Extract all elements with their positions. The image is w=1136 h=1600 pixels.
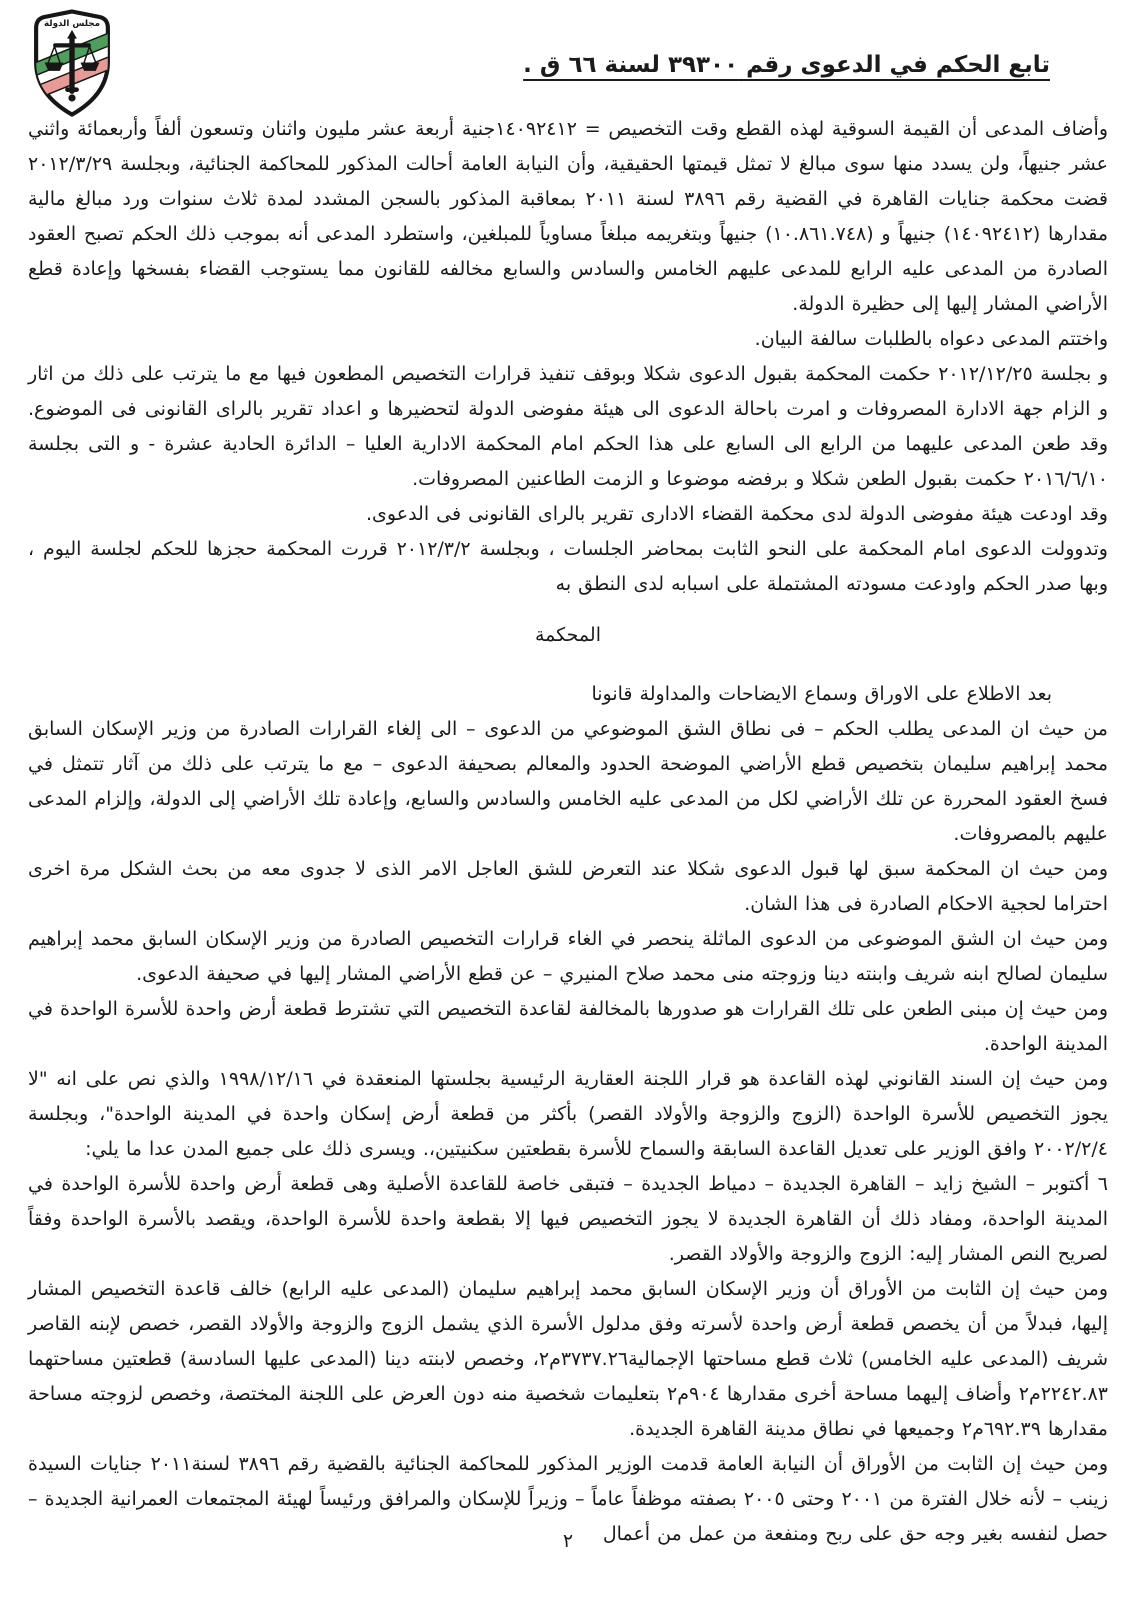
paragraph: ٦ أكتوبر – الشيخ زايد – القاهرة الجديدة – دمياط الجديدة – فتبقى خاصة للقاعدة الأصلية وهى قطعة أرض واحدة للأسرة الواحدة في المدينة الواحدة، ومفاد ذلك أن القاهرة الجديدة لا يجوز التخصيص فيها إلا بقطعة واحدة للأسرة الواحدة، ويقصد بالأسرة الواحدة وفقاً لصريح النص المشار إليه: الزوج والزوجة والأولاد القصر. xyxy=(28,1173,1108,1265)
paragraph: بعد الاطلاع على الاوراق وسماع الايضاحات والمداولة قانونا xyxy=(591,683,1052,705)
paragraph: وتدوولت الدعوى امام المحكمة على النحو الثابت بمحاضر الجلسات ، وبجلسة ٢٠١٢/٣/٢ قررت المحكمة حجزها للحكم لجلسة اليوم ، وبها صدر الحكم واودعت مسودته المشتملة على اسبابه لدى النطق به xyxy=(28,538,1108,595)
paragraph: وأضاف المدعى أن القيمة السوقية لهذه القطع وقت التخصيص = ١٤٠٩٢٤١٢جنية أربعة عشر مليون واثنان وتسعون ألفاً وأربعمائة واثني عشر جنيهاً، ولن يسدد منها سوى مبالغ لا تمثل قيمتها الحقيقية، وأن النيابة العامة أحالت المذكور للمحاكمة الجنائية، وبجلسة ٢٠١٢/٣/٢٩ قضت محكمة جنايات القاهرة في القضية رقم ٣٨٩٦ لسنة ٢٠١١ بمعاقبة المذكور بالسجن المشدد لمدة ثلاث سنوات ورد مبالغ مالية مقدارها (١٤٠٩٢٤١٢) جنيهاً و (١٠.٨٦١.٧٤٨) جنيهاً وبتغريمه مبلغاً مساوياً للمبلغين، واستطرد المدعى أنه بموجب ذلك الحكم تصبح العقود الصادرة من المدعى عليه الرابع للمدعى عليهم الخامس والسادس والسابع مخالفه للقانون مما يستوجب القضاء بفسخها وإعادة قطع الأراضي المشار إليها إلى حظيرة الدولة. xyxy=(28,118,1108,315)
state-council-emblem-icon xyxy=(26,8,118,118)
paragraph: ومن حيث إن مبنى الطعن على تلك القرارات هو صدورها بالمخالفة لقاعدة التخصيص التي تشترط قطعة أرض واحدة للأسرة الواحدة في المدينة الواحدة. xyxy=(28,998,1108,1055)
paragraph: وقد اودعت هيئة مفوضى الدولة لدى محكمة القضاء الادارى تقرير بالراى القانونى فى الدعوى. xyxy=(366,503,1108,525)
paragraph: ومن حيث ان المحكمة سبق لها قبول الدعوى شكلا عند التعرض للشق العاجل الامر الذى لا جدوى معه من بحث الشكل مرة اخرى احتراما لحجية الاحكام الصادرة فى هذا الشان. xyxy=(28,858,1108,915)
page-number: ٢ xyxy=(562,1530,574,1552)
paragraph: و بجلسة ٢٠١٢/١٢/٢٥ حكمت المحكمة بقبول الدعوى شكلا وبوقف تنفيذ قرارات التخصيص المطعون فيها مع ما يترتب على ذلك من اثار و الزام جهة الادارة المصروفات و امرت باحالة الدعوى الى هيئة مفوضى الدولة لتحضيرها و اعداد تقرير بالراى القانونى فى الموضوع. وقد طعن المدعى عليهما من الرابع الى السابع على هذا الحكم امام المحكمة الادارية العليا – الدائرة الحادية عشرة - و التى بجلسة ٢٠١٦/٦/١٠ حكمت بقبول الطعن شكلا و برفضه موضوعا و الزمت الطاعنين المصروفات. xyxy=(28,363,1108,490)
paragraph: ومن حيث إن الثابت من الأوراق أن وزير الإسكان السابق محمد إبراهيم سليمان (المدعى عليه الرابع) خالف قاعدة التخصيص المشار إليها، فبدلاً من أن يخصص قطعة أرض واحدة لأسرته وفق مدلول الأسرة الذي يشمل الزوج والزوجة والأولاد القصر، خصص لإبنه القاصر شريف (المدعى عليه الخامس) ثلاث قطع مساحتها الإجمالية٣٧٣٧.٢٦م٢، وخصص لابنته دينا (المدعى عليها السادسة) قطعتين مساحتهما ٢٢٤٢.٨٣م٢ وأضاف إليهما مساحة أخرى مقدارها ٩٠٤م٢ بتعليمات شخصية منه دون العرض على اللجنة المختصة، وخصص لزوجته مساحة مقدارها ٦٩٢.٣٩م٢ وجميعها في نطاق مدينة القاهرة الجديدة. xyxy=(28,1278,1108,1440)
paragraph: ومن حيث إن الثابت من الأوراق أن النيابة العامة قدمت الوزير المذكور للمحاكمة الجنائية بالقضية رقم ٣٨٩٦ لسنة٢٠١١ جنايات السيدة زينب – لأنه خلال الفترة من ٢٠٠١ وحتى ٢٠٠٥ بصفته موظفاً عاماً – وزيراً للإسكان والمرافق ورئيساً لهيئة المجتمعات العمرانية الجديدة – حصل لنفسه بغير وجه حق على ربح ومنفعة من عمل من أعمال xyxy=(28,1453,1108,1545)
emblem-caption-text: مجلس الدولة xyxy=(44,19,100,30)
section-heading-court: المحكمة xyxy=(535,624,601,646)
paragraph: ومن حيث ان الشق الموضوعى من الدعوى الماثلة ينحصر في الغاء قرارات التخصيص الصادرة من وزير الإسكان السابق محمد إبراهيم سليمان لصالح ابنه شريف وابنته دينا وزوجته منى محمد صلاح المنيري – عن قطع الأراضي المشار إليها في صحيفة الدعوى. xyxy=(28,928,1108,985)
paragraph: ومن حيث إن السند القانوني لهذه القاعدة هو قرار اللجنة العقارية الرئيسية بجلستها المنعقدة في ١٩٩٨/١٢/١٦ والذي نص على انه "لا يجوز التخصيص للأسرة الواحدة (الزوج والزوجة والأولاد القصر) بأكثر من قطعة أرض إسكان واحدة في المدينة الواحدة"، وبجلسة ٢٠٠٢/٢/٤ وافق الوزير على تعديل القاعدة السابقة والسماح للأسرة بقطعتين سكنيتين،. ويسرى ذلك على جميع المدن عدا ما يلي: xyxy=(28,1068,1108,1160)
page-title: تابع الحكم في الدعوى رقم ٣٩٣٠٠ لسنة ٦٦ ق . xyxy=(523,52,1050,78)
paragraph: من حيث ان المدعى يطلب الحكم – فى نطاق الشق الموضوعي من الدعوى – الى إلغاء القرارات الصادرة من وزير الإسكان السابق محمد إبراهيم سليمان بتخصيص قطع الأراضي الموضحة الحدود والمعالم بصحيفة الدعوى – مع ما يترتب على ذلك من آثار تتمثل في فسخ العقود المحررة عن تلك الأراضي لكل من المدعى عليه الخامس والسادس والسابع، وإعادة تلك الأراضي إلى الدولة، وإلزام المدعى عليهم بالمصروفات. xyxy=(28,718,1108,845)
paragraph: واختتم المدعى دعواه بالطلبات سالفة البيان. xyxy=(754,328,1108,350)
document-body xyxy=(28,112,1108,1552)
